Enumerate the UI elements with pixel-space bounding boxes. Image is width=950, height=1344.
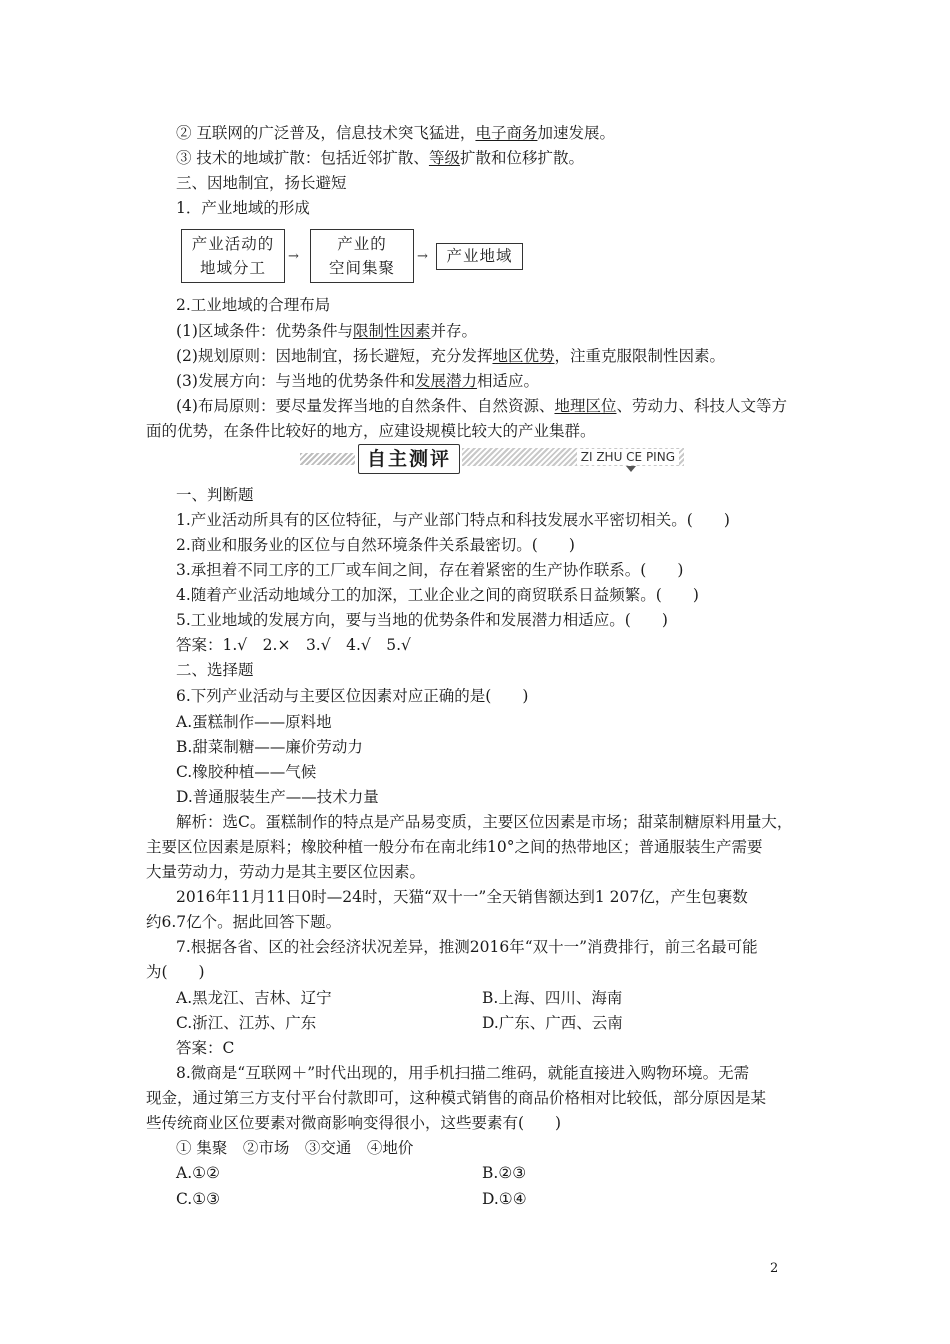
- question: 7.根据各省、区的社会经济状况差异，推测2016年“双十一”消费排行，前三名最可能: [176, 938, 758, 956]
- question: 1.产业活动所具有的区位特征，与产业部门特点和科技发展水平密切相关。( ): [176, 511, 730, 529]
- underlined-term: 发展潜力: [414, 372, 477, 390]
- option-items: ① 集聚 ②市场 ③交通 ④地价: [176, 1139, 414, 1157]
- flow-box-division: [181, 229, 285, 283]
- option: B.甜菜制糖——廉价劳动力: [176, 738, 363, 756]
- text: 扩散和位移扩散。: [459, 149, 584, 167]
- text: (2)规划原则：因地制宜，扬长避短，充分发挥: [176, 347, 493, 365]
- section-heading: 一、判断题: [176, 486, 254, 504]
- option: C.浙江、江苏、广东: [176, 1014, 317, 1032]
- option: D.①④: [482, 1190, 527, 1208]
- context: 约6.7亿个。据此回答下题。: [146, 913, 342, 931]
- question: 为( ): [146, 963, 205, 981]
- option: A.①②: [176, 1164, 220, 1182]
- explanation: 解析：选C。蛋糕制作的特点是产品易变质，主要区位因素是市场；甜菜制糖原料用量大，: [176, 813, 793, 831]
- option: D.普通服装生产——技术力量: [176, 788, 379, 806]
- text-line: [176, 371, 539, 391]
- text: (3)发展方向：与当地的优势条件和: [176, 372, 415, 390]
- text: 相适应。: [476, 372, 539, 390]
- flow-box-region: 产业地域: [436, 243, 523, 270]
- text-line: 面的优势，在条件比较好的地方，应建设规模比较大的产业集群。: [146, 422, 596, 440]
- text: ，注重克服限制性因素。: [554, 347, 725, 365]
- option: C.橡胶种植——气候: [176, 763, 317, 781]
- question: 6.下列产业活动与主要区位因素对应正确的是( ): [176, 687, 529, 705]
- answer: 答案：C: [176, 1039, 235, 1057]
- question: 8.微商是“互联网＋”时代出现的，用手机扫描二维码，就能直接进入购物环境。无需: [176, 1064, 750, 1082]
- banner-pinyin: ZI ZHU CE PING: [577, 449, 679, 465]
- text: ② 互联网的广泛普及，信息技术突飞猛进，: [176, 124, 476, 142]
- answer: 答案：1.√ 2.× 3.√ 4.√ 5.√: [176, 636, 411, 654]
- option: B.②③: [482, 1164, 527, 1182]
- text: (1)区域条件：优势条件与: [176, 322, 353, 340]
- section-heading: 二、选择题: [176, 661, 254, 679]
- underlined-term: 电子商务: [475, 124, 538, 142]
- question: 5.工业地域的发展方向，要与当地的优势条件和发展潜力相适应。( ): [176, 611, 668, 629]
- flow-box-text: 地域分工: [199, 259, 266, 277]
- text-line: [176, 346, 725, 366]
- underlined-term: 地理区位: [554, 397, 617, 415]
- explanation: 大量劳动力，劳动力是其主要区位因素。: [146, 863, 426, 881]
- text: 加速发展。: [537, 124, 615, 142]
- flow-box-text: 空间集聚: [328, 259, 395, 277]
- option: A.蛋糕制作——原料地: [176, 713, 332, 731]
- underlined-term: 地区优势: [492, 347, 555, 365]
- subheading: 1．产业地域的形成: [176, 199, 310, 217]
- question: 些传统商业区位要素对微商影响变得很小，这些要素有( ): [146, 1114, 562, 1132]
- text: ③ 技术的地域扩散：包括近邻扩散、: [176, 149, 429, 167]
- option: C.①③: [176, 1190, 221, 1208]
- section-banner: [300, 444, 685, 474]
- text-line: [176, 396, 787, 416]
- flow-box-text: 产业的: [337, 235, 387, 253]
- banner-stripe: [300, 453, 355, 465]
- page-number: 2: [770, 1261, 779, 1276]
- context: 2016年11月11日0时—24时，天猫“双十一”全天销售额达到1 207亿，产生包裹数: [176, 888, 748, 906]
- option: D.广东、广西、云南: [482, 1014, 623, 1032]
- option: B.上海、四川、海南: [482, 989, 623, 1007]
- arrow-icon: →: [288, 249, 299, 264]
- text: (4)布局原则：要尽量发挥当地的自然条件、自然资源、: [176, 397, 555, 415]
- triangle-icon: [626, 466, 636, 472]
- explanation: 主要区位因素是原料；橡胶种植一般分布在南北纬10°之间的热带地区；普通服装生产需要: [146, 838, 763, 856]
- question: 2.商业和服务业的区位与自然环境条件关系最密切。( ): [176, 536, 575, 554]
- text-line: [176, 123, 615, 143]
- flow-box-agglomeration: [310, 229, 414, 283]
- option: A.黑龙江、吉林、辽宁: [176, 989, 332, 1007]
- question: 4.随着产业活动地域分工的加深，工业企业之间的商贸联系日益频繁。( ): [176, 586, 699, 604]
- subheading: 2.工业地域的合理布局: [176, 296, 331, 314]
- flow-box-text: 产业活动的: [191, 235, 275, 253]
- banner-title: 自主测评: [358, 444, 460, 474]
- section-heading: 三、因地制宜，扬长避短: [176, 174, 347, 192]
- text: 、劳动力、科技人文等方: [616, 397, 787, 415]
- arrow-icon: →: [417, 249, 428, 264]
- text-line: [176, 148, 584, 168]
- text: 并存。: [430, 322, 477, 340]
- underlined-term: 等级: [428, 149, 460, 167]
- question: 现金，通过第三方支付平台付款即可，这种模式销售的商品价格相对比较低，部分原因是某: [146, 1089, 767, 1107]
- text-line: [176, 321, 477, 341]
- underlined-term: 限制性因素: [352, 322, 431, 340]
- question: 3.承担着不同工序的工厂或车间之间，存在着紧密的生产协作联系。( ): [176, 561, 684, 579]
